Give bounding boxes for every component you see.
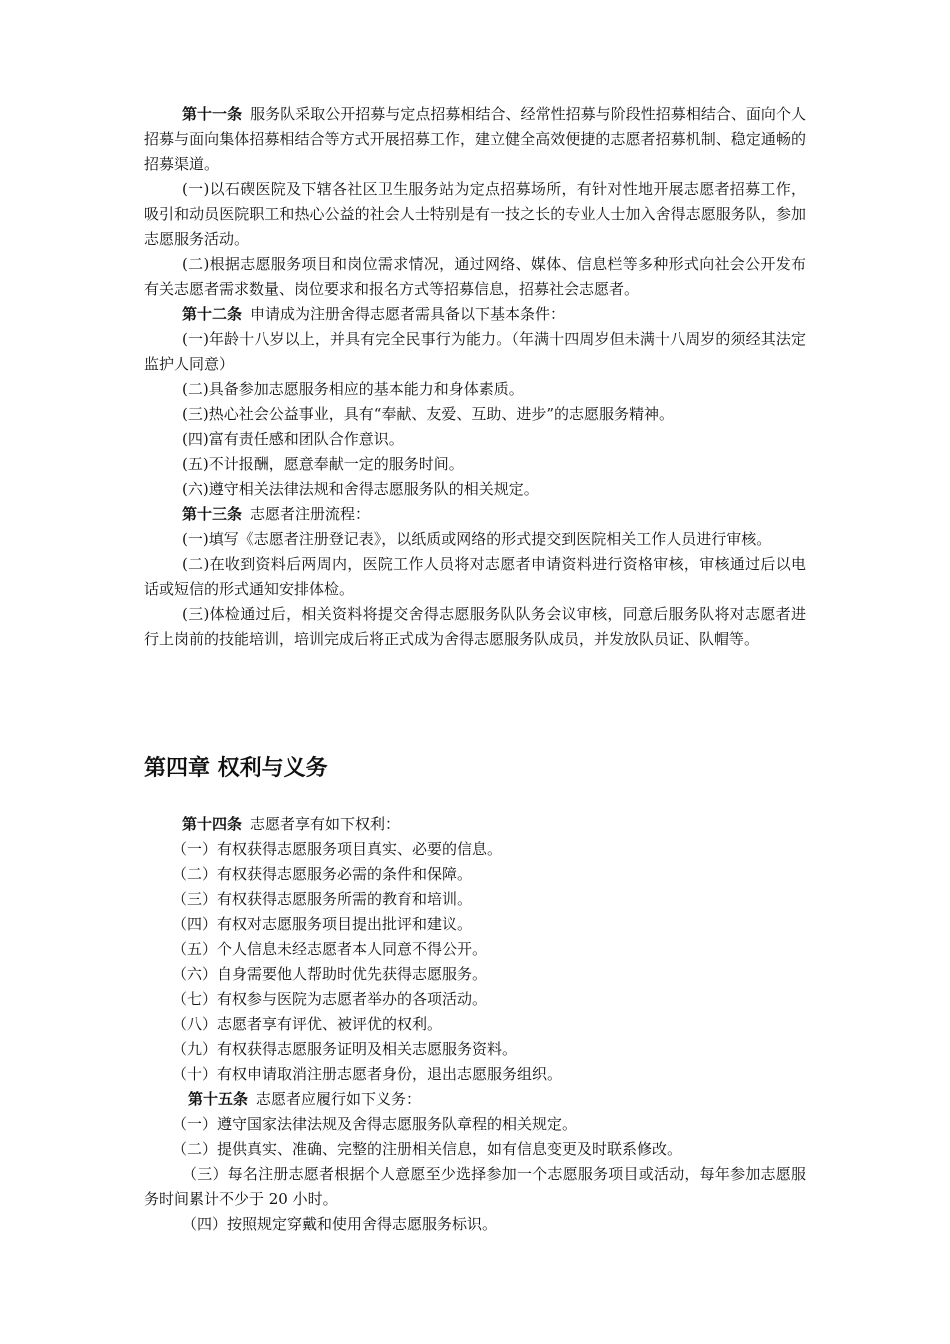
article-14-item-3: （三）有权获得志愿服务所需的教育和培训。 — [172, 890, 473, 908]
article-15-label: 第十五条 — [188, 1090, 249, 1108]
article-12-item-2: (二)具备参加志愿服务相应的基本能力和身体素质。 — [182, 380, 524, 398]
article-14-item-8: （八）志愿者享有评优、被评优的权利。 — [172, 1015, 443, 1033]
article-14-text: 志愿者享有如下权利： — [250, 815, 401, 833]
article-15-item-4: （四）按照规定穿戴和使用舍得志愿服务标识。 — [182, 1215, 498, 1233]
article-14-item-4: （四）有权对志愿服务项目提出批评和建议。 — [172, 915, 473, 933]
article-15-item-2: （二）提供真实、准确、完整的注册相关信息，如有信息变更及时联系修改。 — [172, 1140, 683, 1158]
article-14-label: 第十四条 — [182, 815, 243, 833]
article-13-text: 志愿者注册流程： — [250, 505, 371, 523]
article-12-label: 第十二条 — [182, 305, 243, 323]
article-15 — [144, 1087, 806, 1112]
article-13-item-3: (三)体检通过后，相关资料将提交舍得志愿服务队队务会议审核，同意后服务队将对志愿者进行上岗前的技能培训，培训完成后将正式成为舍得志愿服务队成员，并发放队员证、队帽等。 — [144, 605, 806, 648]
chapter-title: 第四章 权利与义务 — [144, 755, 328, 781]
article-11-item-2: (二)根据志愿服务项目和岗位需求情况，通过网络、媒体、信息栏等多种形式向社会公开发布有关志愿者需求数量、岗位要求和报名方式等招募信息，招募社会志愿者。 — [144, 255, 806, 298]
article-14-item-10: （十）有权申请取消注册志愿者身份，退出志愿服务组织。 — [172, 1065, 563, 1083]
recruitment-section — [144, 102, 806, 652]
article-11-label: 第十一条 — [182, 105, 243, 123]
article-11-text: 服务队采取公开招募与定点招募相结合、经常性招募与阶段性招募相结合、面向个人招募与面向集体招募相结合等方式开展招募工作，建立健全高效便捷的志愿者招募机制、稳定通畅的招募渠道。 — [144, 105, 806, 173]
article-15-item-1: （一）遵守国家法律法规及舍得志愿服务队章程的相关规定。 — [172, 1115, 578, 1133]
article-12-item-4: (四)富有责任感和团队合作意识。 — [182, 430, 404, 448]
article-13-item-2: (二)在收到资料后两周内，医院工作人员将对志愿者申请资料进行资格审核，审核通过后以电话或短信的形式通知安排体检。 — [144, 555, 806, 598]
article-13-item-1: (一)填写《志愿者注册登记表》，以纸质或网络的形式提交到医院相关工作人员进行审核。 — [182, 530, 772, 548]
article-14-item-9: （九）有权获得志愿服务证明及相关志愿服务资料。 — [172, 1040, 518, 1058]
article-14-item-1: （一）有权获得志愿服务项目真实、必要的信息。 — [172, 840, 503, 858]
article-13-label: 第十三条 — [182, 505, 243, 523]
article-12-item-3: (三)热心社会公益事业，具有“奉献、友爱、互助、进步”的志愿服务精神。 — [182, 405, 675, 423]
article-11 — [144, 102, 806, 177]
article-14-item-7: （七）有权参与医院为志愿者举办的各项活动。 — [172, 990, 488, 1008]
article-15-item-3: （三）每名注册志愿者根据个人意愿至少选择参加一个志愿服务项目或活动，每年参加志愿服务时间累计不少于 20 小时。 — [144, 1165, 806, 1208]
article-14-item-2: （二）有权获得志愿服务必需的条件和保障。 — [172, 865, 473, 883]
article-14-item-5: （五）个人信息未经志愿者本人同意不得公开。 — [172, 940, 488, 958]
article-14-item-6: （六）自身需要他人帮助时优先获得志愿服务。 — [172, 965, 488, 983]
article-15-text: 志愿者应履行如下义务： — [256, 1090, 422, 1108]
rights-duties-section — [144, 812, 806, 1237]
article-12-item-1: (一)年龄十八岁以上，并具有完全民事行为能力。（年满十四周岁但未满十八周岁的须经其法定监护人同意） — [144, 330, 806, 373]
article-14 — [144, 812, 806, 837]
article-12-text: 申请成为注册舍得志愿者需具备以下基本条件： — [250, 305, 566, 323]
article-13 — [144, 502, 806, 527]
article-12 — [144, 302, 806, 327]
article-12-item-5: (五)不计报酬，愿意奉献一定的服务时间。 — [182, 455, 464, 473]
article-11-item-1: (一)以石碶医院及下辖各社区卫生服务站为定点招募场所，有针对性地开展志愿者招募工作，吸引和动员医院职工和热心公益的社会人士特别是有一技之长的专业人士加入舍得志愿服务队，参加志愿服务活动。 — [144, 180, 806, 248]
article-12-item-6: (六)遵守相关法律法规和舍得志愿服务队的相关规定。 — [182, 480, 539, 498]
